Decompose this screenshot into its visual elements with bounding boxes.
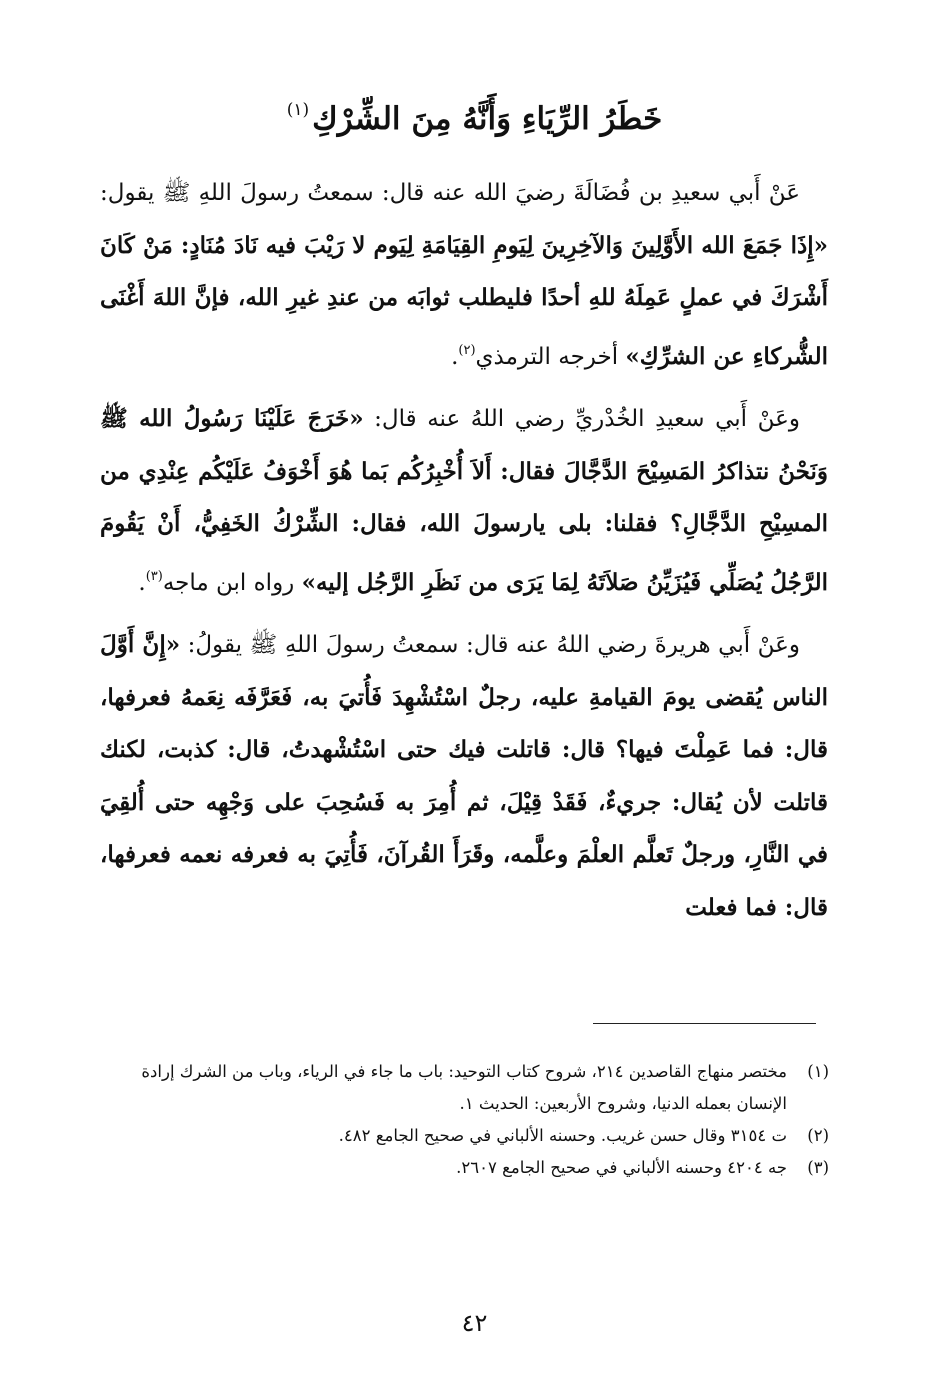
- paragraph-3-hadith: «إِنَّ أَوَّلَ الناس يُقضى يومَ القيامةِ عليه، رجلٌ اسْتُشْهِدَ فَأُتيَ به، فَعَرَّفَه نِعَمهُ فعرفها، قال: فما عَمِلْتَ فيها؟ قال: قاتلت فيك حتى اسْتُشْهدتُ، قال: كذبت، لكنك قاتلت لأن يُقال: جريءٌ، فَقَدْ قِيْلَ، ثم أُمِرَ به فَسُحِبَ على وَجْهِه حتى أُلقِيَ في النَّارِ، ورجلٌ تَعلَّم العلْمَ وعلَّمه، وقَرَأَ القُرآنَ، فَأُتِيَ به فعرفه نعمه فعرفها، قال: فما فعلت: [100, 631, 828, 921]
- paragraph-1-hadith: «إِذَا جَمَعَ الله الأَوَّلِينَ وَالآخِرِينَ لِيَومِ القِيَامَةِ لِيَوم لا رَيْبَ فيه نَادَ مُنَادٍ: مَنْ كَانَ أَشْرَكَ في عملٍ عَمِلَهُ للهِ أحدًا فليطلب ثوابَه من عندِ غيرِ الله، فإنَّ اللهَ أَغْنَى الشُّركاءِ عن الشرِّكِ»: [100, 231, 828, 370]
- footnote-1-text: مختصر منهاج القاصدين ٢١٤، شروح كتاب التوحيد: باب ما جاء في الرياء، وباب من الشرك إرادة الإنسان بعمله الدنيا، وشروح الأربعين: الحديث ١.: [141, 1062, 787, 1113]
- paragraph-2: [100, 393, 828, 609]
- footnote-2: [90, 1120, 829, 1152]
- footnotes: [90, 1056, 829, 1184]
- paragraph-3: [100, 619, 828, 934]
- paragraph-2-footnote-ref: (٣): [145, 568, 163, 584]
- paragraph-1: [100, 168, 828, 383]
- paragraph-2-end: .: [138, 569, 146, 596]
- footnote-3: [90, 1152, 829, 1184]
- footnote-2-number: (٢): [807, 1126, 829, 1145]
- paragraph-1-lead: عَنْ أَبي سعيدِ بن فُضَالَةَ رضيَ الله عنه قال: سمعتُ رسولَ اللهِ ﷺ يقول:: [100, 180, 800, 206]
- page-title: [0, 80, 949, 149]
- paragraph-1-tail: أخرجه الترمذي: [475, 343, 626, 370]
- paragraph-2-lead: وعَنْ أَبي سعيدِ الخُدْريِّ رضي اللهُ عنه قال:: [363, 406, 800, 432]
- paragraph-2-hadith: «خَرَجَ عَلَيْنَا رَسُولُ الله ﷺ وَنَحْنُ نتذاكرُ المَسِيْحَ الدَّجَّالَ فقال: أَلاَ أُخْبِرُكُم بَما هُوَ أَخْوَفُ عَلَيْكُم عِنْدِي من المسِيْحِ الدَّجَّالِ؟ فقلنا: بلى يارسولَ الله، فقال: الشِّرْكُ الخَفِيُّ، أَنْ يَقُومَ الرَّجُلُ يُصَلِّي فَيُزَيِّنُ صَلاَتَهُ لِمَا يَرَى من نَظَرِ الرَّجُل إليه»: [100, 405, 828, 596]
- paragraph-1-footnote-ref: (٢): [458, 342, 476, 358]
- footnote-1: [90, 1056, 829, 1120]
- footnote-2-text: ت ٣١٥٤ وقال حسن غريب. وحسنه الألباني في صحيح الجامع ٤٨٢.: [338, 1126, 787, 1145]
- footnote-separator: [593, 1023, 816, 1024]
- title-footnote-ref: (١): [286, 100, 310, 120]
- main-text: [100, 168, 828, 944]
- paragraph-1-end: .: [451, 343, 459, 370]
- page-title-text: خَطَرُ الرِّيَاءِ وَأَنَّهُ مِنَ الشِّرْكِ: [312, 101, 663, 137]
- paragraph-2-tail: رواه ابن ماجه: [162, 569, 302, 596]
- footnote-3-text: جه ٤٢٠٤ وحسنه الألباني في صحيح الجامع ٢٦٠٧.: [456, 1158, 787, 1177]
- footnote-3-number: (٣): [807, 1158, 829, 1177]
- page-number: ٤٢: [461, 1309, 488, 1337]
- paragraph-3-lead: وعَنْ أَبي هريرةَ رضي اللهُ عنه قال: سمعتُ رسولَ اللهِ ﷺ يقولُ:: [180, 632, 801, 658]
- footnote-1-number: (١): [807, 1062, 829, 1081]
